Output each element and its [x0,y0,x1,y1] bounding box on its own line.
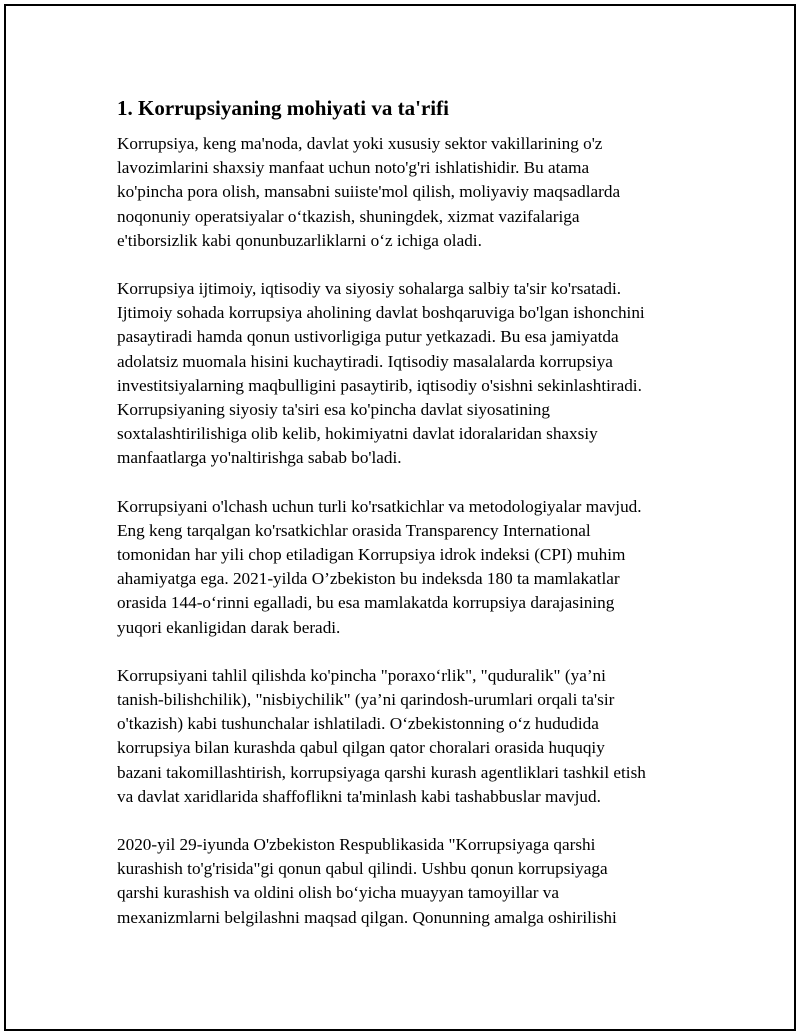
text-line: orasida 144-o‘rinni egalladi, bu esa mamlakatda korrupsiya darajasining [117,593,615,613]
paragraph-5 [117,833,697,930]
text-line: e'tiborsizlik kabi qonunbuzarliklarni o‘z ichiga oladi. [117,230,482,250]
text-line: va davlat xaridlarida shaffoflikni ta'minlash kabi tashabbuslar mavjud. [117,786,601,806]
paragraph-4 [117,664,697,809]
text-line: qarshi kurashish va oldini olish bo‘yicha muayyan tamoyillar va [117,883,560,903]
text-line: ahamiyatga ega. 2021-yilda O’zbekiston bu indeksda 180 ta mamlakatlar [117,569,620,589]
text-line: adolatsiz muomala hisini kuchaytiradi. Iqtisodiy masalalarda korrupsiya [117,351,613,371]
text-line: korrupsiya bilan kurashda qabul qilgan qator choralari orasida huquqiy [117,738,605,758]
text-line: pasaytiradi hamda qonun ustivorligiga putur yetkazadi. Bu esa jamiyatda [117,327,619,347]
paragraph-2 [117,277,697,471]
text-line: noqonuniy operatsiyalar o‘tkazish, shuningdek, xizmat vazifalariga [117,206,580,226]
document-body [117,94,697,954]
text-line: Eng keng tarqalgan ko'rsatkichlar orasida Transparency International [117,520,591,540]
paragraph-1 [117,132,697,253]
text-line: tomonidan har yili chop etiladigan Korrupsiya idrok indeksi (CPI) muhim [117,545,626,565]
text-line: ko'pincha pora olish, mansabni suiiste'mol qilish, moliyaviy maqsadlarda [117,182,621,202]
text-line: Korrupsiya ijtimoiy, iqtisodiy va siyosiy sohalarga salbiy ta'sir ko'rsatadi. [117,279,622,299]
text-line: lavozimlarini shaxsiy manfaat uchun noto'g'ri ishlatishidir. Bu atama [117,158,590,178]
text-line: manfaatlarga yo'naltirishga sabab bo'ladi. [117,448,402,468]
section-title: 1. Korrupsiyaning mohiyati va ta'rifi [117,96,449,120]
text-line: 2020-yil 29-iyunda O'zbekiston Respublikasida "Korrupsiyaga qarshi [117,835,596,855]
text-line: Ijtimoiy sohada korrupsiya aholining davlat boshqaruviga bo'lgan ishonchini [117,303,645,323]
text-line: kurashish to'g'risida"gi qonun qabul qilindi. Ushbu qonun korrupsiyaga [117,859,608,879]
text-line: investitsiyalarning maqbulligini pasaytirib, iqtisodiy o'sishni sekinlashtiradi. [117,375,642,395]
text-line: soxtalashtirilishiga olib kelib, hokimiyatni davlat idoralaridan shaxsiy [117,424,598,444]
paragraph-3 [117,495,697,640]
text-line: tanish-bilishchilik), "nisbiychilik" (ya’ni qarindosh-urumlari orqali ta'sir [117,690,615,710]
text-line: yuqori ekanligidan darak beradi. [117,617,341,637]
text-line: Korrupsiyani tahlil qilishda ko'pincha "poraxo‘rlik", "quduralik" (ya’ni [117,665,606,685]
text-line: o'tkazish) kabi tushunchalar ishlatiladi. O‘zbekistonning o‘z hududida [117,714,599,734]
text-line: Korrupsiya, keng ma'noda, davlat yoki xususiy sektor vakillarining o'z [117,134,603,153]
text-line: Korrupsiyaning siyosiy ta'siri esa ko'pincha davlat siyosatining [117,400,550,420]
text-line: mexanizmlarni belgilashni maqsad qilgan. Qonunning amalga oshirilishi [117,907,617,927]
text-line: bazani takomillashtirish, korrupsiyaga qarshi kurash agentliklari tashkil etish [117,762,646,782]
text-line: Korrupsiyani o'lchash uchun turli ko'rsatkichlar va metodologiyalar mavjud. [117,496,642,516]
